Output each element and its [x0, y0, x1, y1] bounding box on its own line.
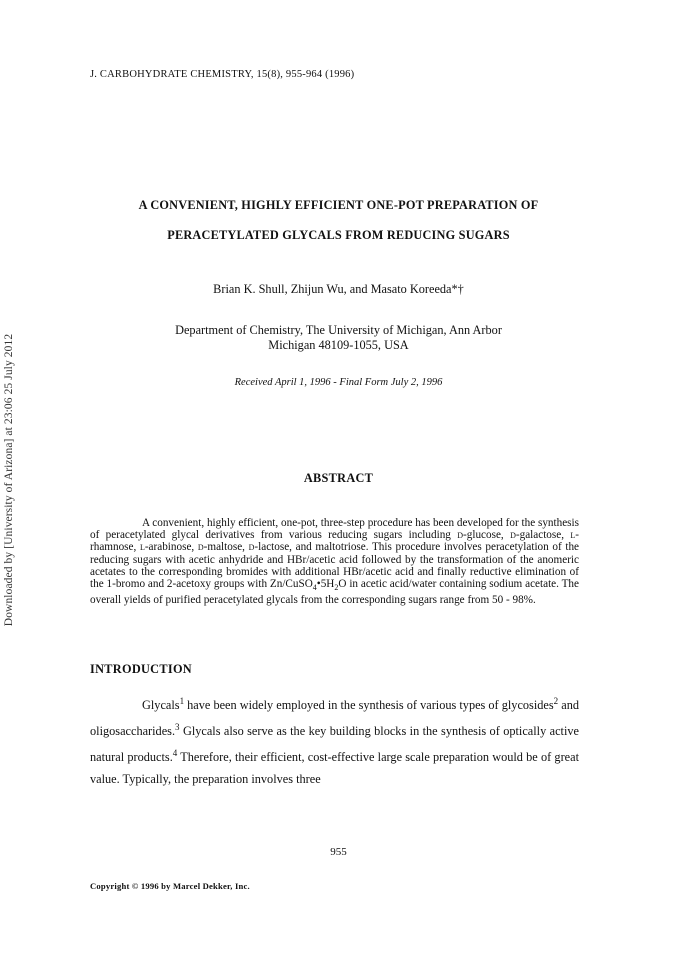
- paper-title-line-1: A CONVENIENT, HIGHLY EFFICIENT ONE-POT PREPARATION OF: [138, 198, 539, 212]
- journal-citation: J. CARBOHYDRATE CHEMISTRY, 15(8), 955-964 (1996): [90, 69, 355, 80]
- paper-title-line-2: PERACETYLATED GLYCALS FROM REDUCING SUGARS: [167, 228, 510, 242]
- abstract-paragraph: A convenient, highly efficient, one-pot, three-step procedure has been developed for the synthesis of peracetylated glycal derivatives from various reducing sugars including d-glucose, d-galactose, l-rhamnose, l-arabinose, d-maltose, d-lactose, and maltotriose. This procedure involves peracetylation of the reducing sugars with acetic anhydride and HBr/acetic acid followed by the transformation of the anomeric acetates to the corresponding bromides with additional HBr/acetic acid and finally reductive elimination of the 1-bromo and 2-acetoxy groups with $Zn/CuSO_4•5H_2O$ in acetic acid/water containing sodium acetate. The overall yields of purified peracetylated glycals from the corresponding sugars range from 50 - 98%.: [90, 517, 580, 607]
- introduction-heading: INTRODUCTION: [90, 662, 192, 676]
- author-list: Brian K. Shull, Zhijun Wu, and Masato Koreeda*†: [213, 282, 464, 296]
- introduction-paragraph: Glycals$^1$ have been widely employed in the synthesis of various types of glycosides$^2$ and oligosaccharides.$^3$ Glycals also serve as the key building blocks in the synthesis of optically active natural products.$^4$ Therefore, their efficient, cost-effective large scale preparation would be of great value. Typically, the preparation involves three: [90, 696, 579, 787]
- copyright-notice: Copyright © 1996 by Marcel Dekker, Inc.: [90, 881, 250, 891]
- abstract-heading: ABSTRACT: [303, 471, 374, 485]
- received-dates: Received April 1, 1996 - Final Form July 2, 1996: [234, 377, 443, 388]
- download-watermark-text: Downloaded by [University of Arizona] at 23:06 25 July 2012: [3, 333, 15, 627]
- affiliation-line-2: Michigan 48109-1055, USA: [268, 338, 409, 352]
- affiliation-line-1: Department of Chemistry, The University of Michigan, Ann Arbor: [175, 323, 502, 337]
- page-number: 955: [330, 846, 347, 858]
